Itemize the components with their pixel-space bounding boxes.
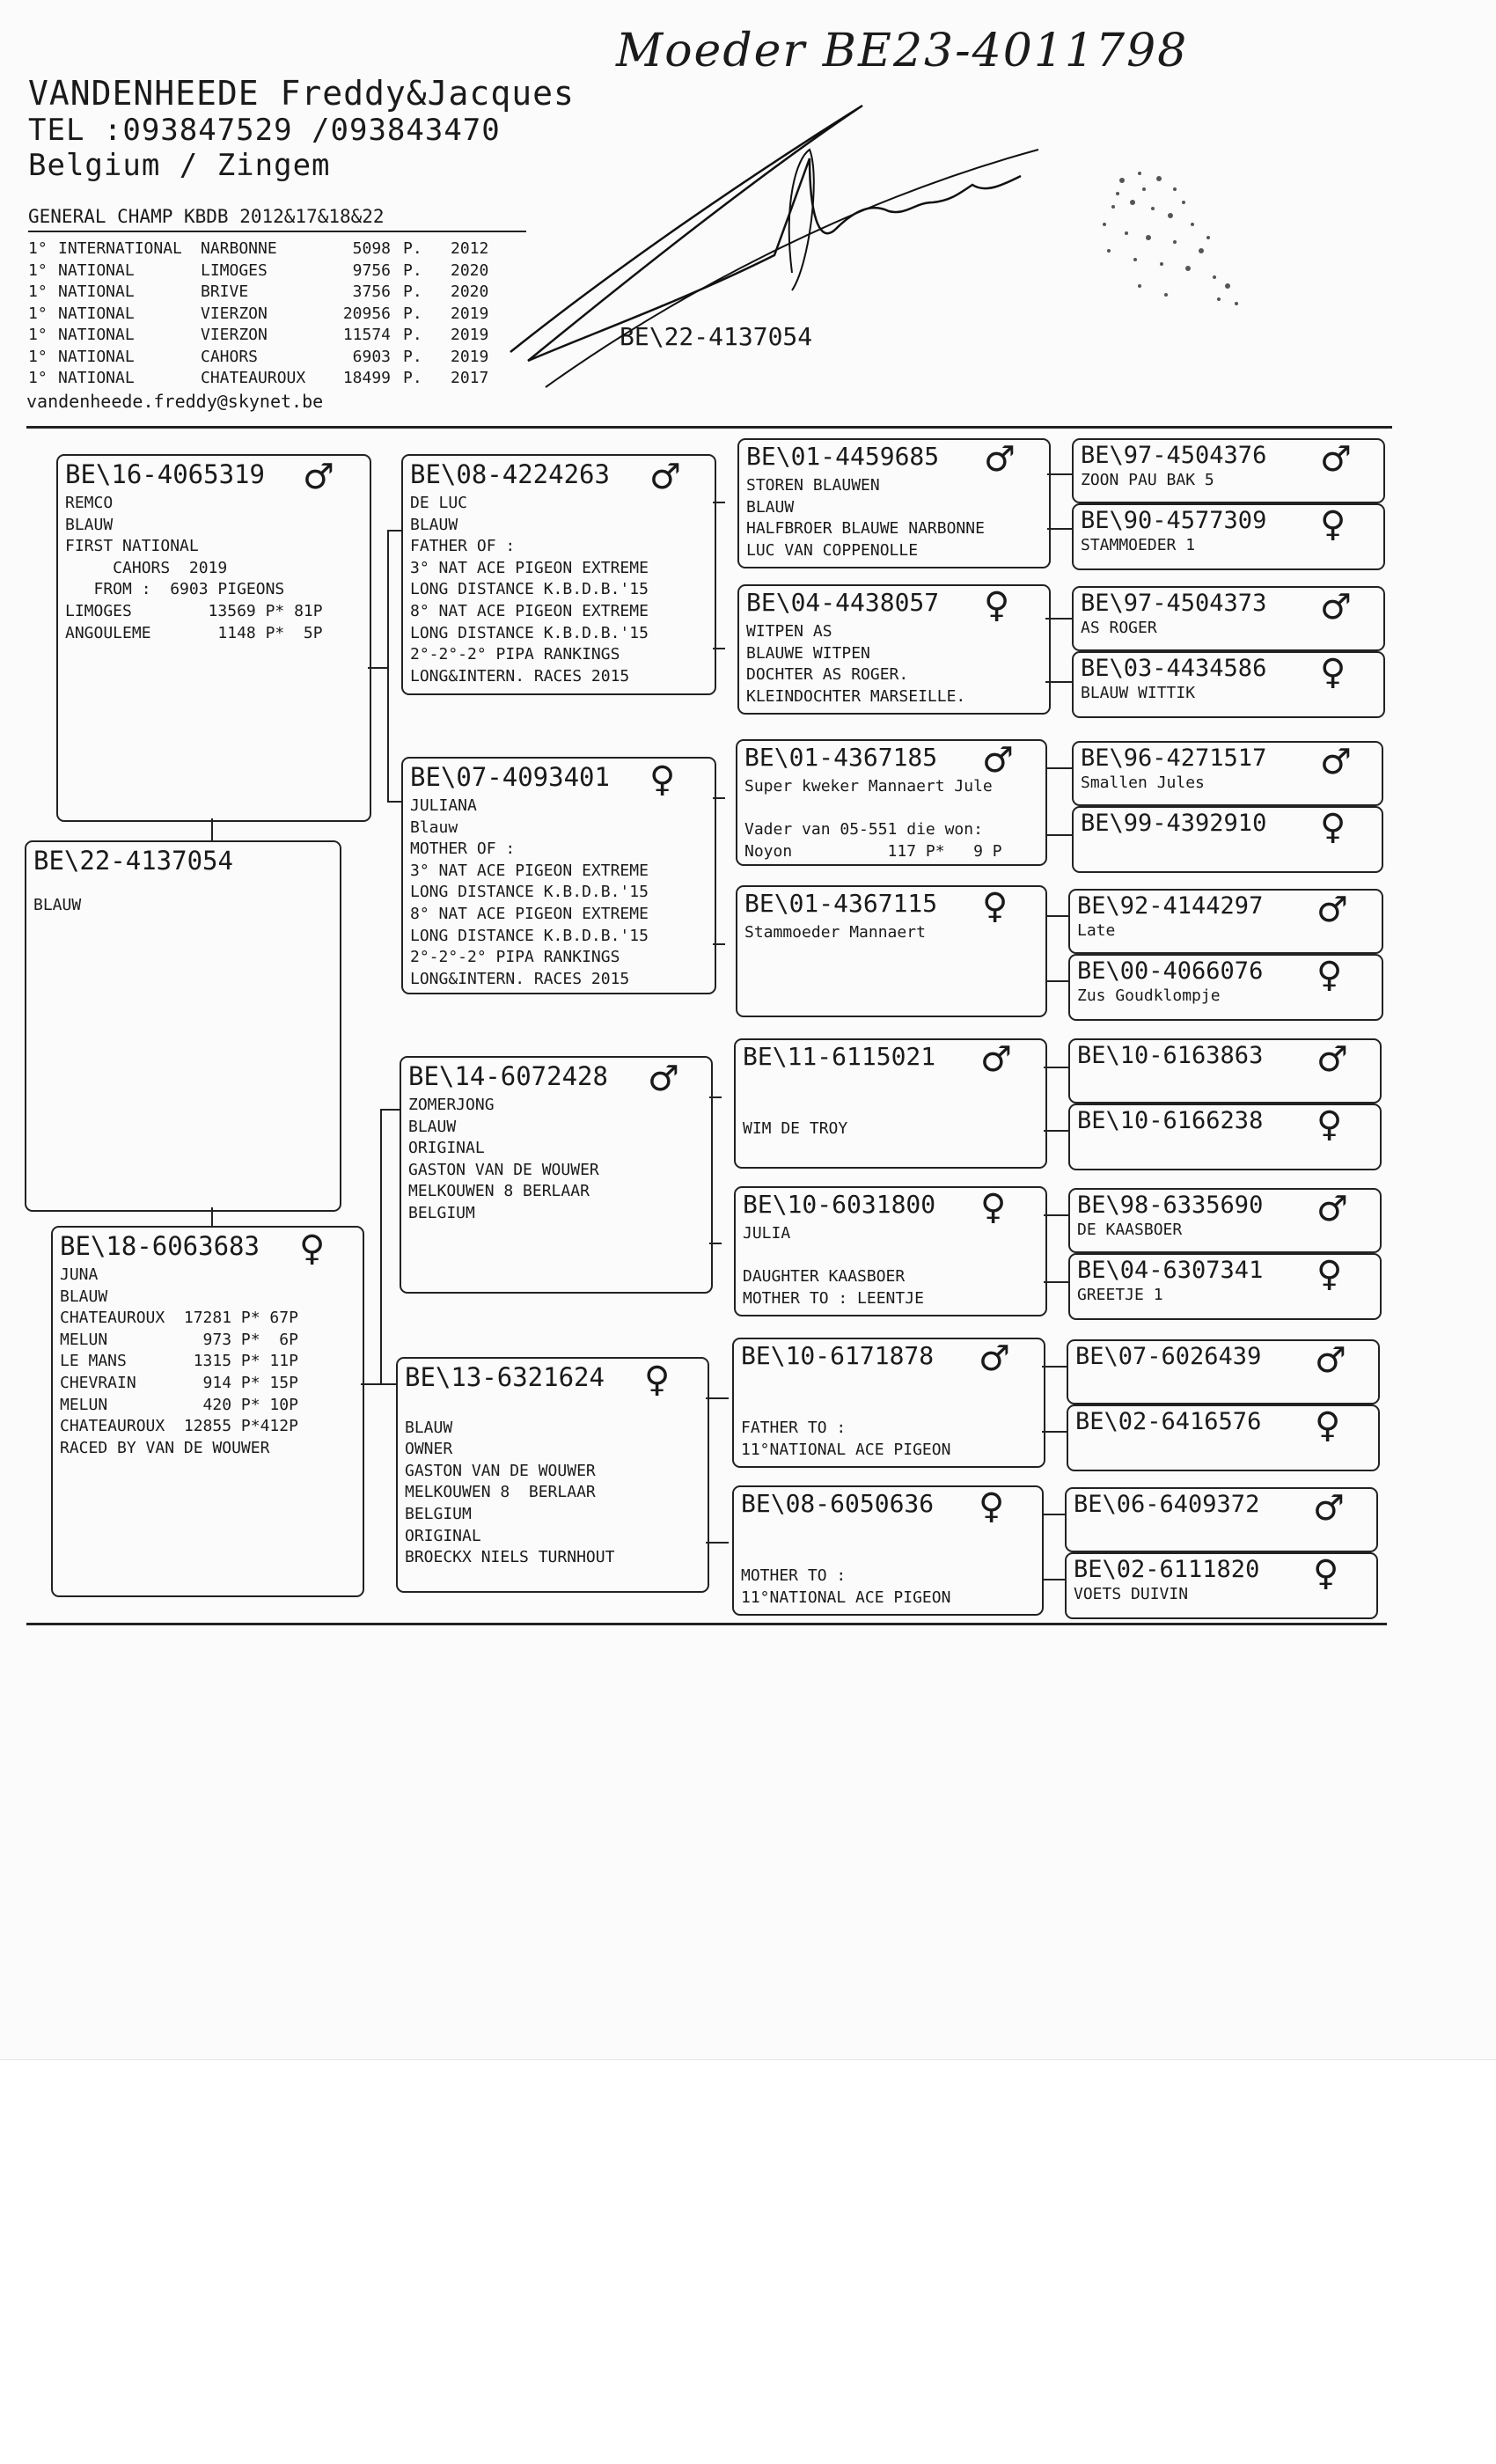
result-type: NATIONAL: [58, 369, 135, 387]
result-row: [28, 348, 556, 369]
ring-number: BE\99-4392910: [1081, 810, 1267, 837]
ring-number: BE\08-4224263: [410, 459, 610, 489]
male-icon: ♂: [1316, 1189, 1348, 1229]
subject-info: BLAUW: [33, 896, 82, 914]
ring-number: BE\07-4093401: [410, 762, 610, 792]
connector: [713, 648, 725, 649]
pedigree-g4-info: ZOON PAU BAK 5: [1081, 471, 1214, 489]
result-year: 2020: [451, 260, 489, 280]
female-icon: ♀: [982, 886, 1008, 927]
result-type: NATIONAL: [58, 347, 135, 366]
pedigree-g3-box: [734, 1038, 1047, 1169]
ring-number: BE\97-4504376: [1081, 442, 1267, 469]
ring-number: BE\04-4438057: [746, 588, 940, 617]
pedigree-g3-box: [737, 584, 1051, 715]
connector: [1045, 618, 1072, 620]
result-place: 1°: [28, 326, 48, 344]
pedigree-g4-box: [1065, 1552, 1378, 1619]
ring-number: BE\08-6050636: [741, 1489, 935, 1518]
result-race: VIERZON: [201, 326, 268, 344]
pedigree-g4-info: Late: [1077, 921, 1116, 940]
sire-info: REMCO BLAUW FIRST NATIONAL CAHORS 2019 FROM : 6903 PIGEONS LIMOGES 13569 P* 81P ANGOULEME 1148 P* 5P: [65, 494, 323, 642]
connector: [1042, 1366, 1067, 1368]
result-unit: P.: [403, 260, 422, 280]
connector: [211, 818, 213, 841]
connector: [387, 801, 401, 803]
ring-number: BE\18-6063683: [60, 1231, 260, 1261]
ring-number: BE\10-6031800: [743, 1190, 936, 1219]
male-icon: ♂: [303, 457, 334, 497]
footer-rule: [26, 1623, 1387, 1625]
breeder-phone: TEL :093847529 /093843470: [28, 113, 501, 148]
handwritten-note: Moeder BE23-4011798: [616, 25, 1189, 77]
connector: [368, 667, 387, 669]
pedigree-g4-info: Zus Goudklompje: [1077, 986, 1221, 1005]
female-icon: ♀: [980, 1187, 1007, 1228]
ring-number: BE\96-4271517: [1081, 744, 1267, 772]
pedigree-g3-info: JULIA DAUGHTER KAASBOER MOTHER TO : LEENTJE: [743, 1224, 924, 1308]
pedigree-g3-info: STOREN BLAUWEN BLAUW HALFBROER BLAUWE NARBONNE LUC VAN COPPENOLLE: [746, 476, 985, 560]
result-race: NARBONNE: [201, 239, 277, 258]
ring-number: BE\16-4065319: [65, 459, 265, 489]
pedigree-g3-info: Stammoeder Mannaert: [744, 923, 926, 942]
pedigree-g4-box: [1068, 1104, 1382, 1170]
pedigree-g4-info: BLAUW WITTIK: [1081, 684, 1196, 702]
stamp-icon: [1087, 154, 1263, 330]
female-icon: ♀: [299, 1228, 326, 1269]
pedigree-g3-info: WIM DE TROY: [743, 1119, 848, 1139]
pedigree-subject-box: [25, 840, 341, 1212]
result-race: BRIVE: [201, 282, 249, 301]
result-row: [28, 282, 556, 304]
result-birds: 3756: [352, 282, 391, 301]
pedigree-g4-box: [1072, 741, 1383, 806]
pedigree-g3-box: [732, 1338, 1045, 1468]
pedigree-g4-box: [1065, 1487, 1378, 1552]
result-birds: 5098: [352, 239, 391, 258]
pedigree-dd-box: [396, 1357, 709, 1593]
ring-number: BE\97-4504373: [1081, 590, 1267, 617]
male-icon: ♂: [1313, 1488, 1345, 1529]
connector: [713, 797, 725, 799]
result-unit: P.: [403, 304, 422, 323]
result-birds: 11574: [342, 326, 391, 344]
female-icon: ♀: [1316, 1254, 1343, 1294]
pedigree-g4-box: [1072, 806, 1383, 873]
female-icon: ♀: [1316, 955, 1343, 995]
connector: [387, 530, 401, 532]
female-icon: ♀: [1316, 1104, 1343, 1145]
ring-number: BE\06-6409372: [1074, 1491, 1260, 1518]
male-icon: ♂: [648, 1059, 679, 1099]
result-birds: 9756: [352, 260, 391, 280]
connector: [706, 1542, 729, 1544]
result-unit: P.: [403, 347, 422, 366]
pedigree-g4-box: [1072, 503, 1385, 570]
pedigree-g4-info: VOETS DUIVIN: [1074, 1585, 1189, 1603]
ring-number: BE\11-6115021: [743, 1042, 936, 1071]
connector: [1042, 1579, 1065, 1580]
connector: [1042, 1514, 1065, 1515]
ring-number: BE\13-6321624: [405, 1362, 605, 1392]
female-icon: ♀: [1313, 1553, 1339, 1594]
sd-info: JULIANA Blauw MOTHER OF : 3° NAT ACE PIGEON EXTREME LONG DISTANCE K.B.D.B.'15 8° NAT ACE PIGEON EXTREME LONG DISTANCE K.B.D.B.'15 2°-2°-2° PIPA RANKINGS LONG&INTERN. RACES 2015: [410, 796, 649, 988]
female-icon: ♀: [1320, 652, 1346, 693]
male-icon: ♂: [1320, 439, 1352, 480]
connector: [1045, 915, 1068, 917]
connector: [1042, 1431, 1067, 1433]
result-unit: P.: [403, 369, 422, 387]
breeder-location: Belgium / Zingem: [28, 148, 331, 183]
result-unit: P.: [403, 326, 422, 344]
male-icon: ♂: [1320, 742, 1352, 782]
ds-info: ZOMERJONG BLAUW ORIGINAL GASTON VAN DE WOUWER MELKOUWEN 8 BERLAAR BELGIUM: [408, 1096, 599, 1222]
male-icon: ♂: [1315, 1340, 1346, 1381]
connector: [380, 1109, 400, 1111]
pedigree-g3-info: MOTHER TO : 11°NATIONAL ACE PIGEON: [741, 1566, 951, 1607]
result-race: LIMOGES: [201, 260, 268, 280]
ring-number: BE\02-6111820: [1074, 1556, 1260, 1583]
pedigree-g4-info: STAMMOEDER 1: [1081, 536, 1196, 554]
header-rule: [26, 426, 1392, 429]
result-year: 2019: [451, 304, 489, 323]
female-icon: ♀: [1315, 1405, 1341, 1446]
connector: [1044, 1130, 1068, 1132]
result-race: VIERZON: [201, 304, 268, 323]
ring-number: BE\02-6416576: [1075, 1408, 1262, 1435]
connector: [1047, 473, 1072, 475]
male-icon: ♂: [1316, 890, 1348, 930]
result-race: CAHORS: [201, 347, 259, 366]
ring-number: BE\04-6307341: [1077, 1257, 1264, 1284]
pedigree-g3-info: WITPEN AS BLAUWE WITPEN DOCHTER AS ROGER. KLEINDOCHTER MARSEILLE.: [746, 622, 966, 706]
result-place: 1°: [28, 282, 48, 301]
result-year: 2019: [451, 347, 489, 366]
result-year: 2017: [451, 369, 489, 387]
pedigree-g4-info: AS ROGER: [1081, 619, 1157, 637]
connector: [713, 502, 725, 503]
result-race: CHATEAUROUX: [201, 369, 306, 387]
pedigree-g4-box: [1072, 586, 1385, 651]
result-row: [28, 304, 556, 326]
male-icon: ♂: [1316, 1039, 1348, 1080]
dd-info: BLAUW OWNER GASTON VAN DE WOUWER MELKOUWEN 8 BERLAAR BELGIUM ORIGINAL BROECKX NIELS TURNHOUT: [405, 1418, 615, 1567]
pedigree-dam-box: [51, 1226, 364, 1597]
pedigree-g4-info: Smallen Jules: [1081, 774, 1205, 792]
ring-number: BE\98-6335690: [1077, 1192, 1264, 1219]
connector: [1045, 980, 1068, 982]
result-type: NATIONAL: [58, 282, 135, 301]
connector: [1045, 681, 1072, 683]
male-icon: ♂: [984, 439, 1016, 480]
female-icon: ♀: [644, 1360, 671, 1400]
pedigree-g4-info: DE KAASBOER: [1077, 1221, 1183, 1239]
female-icon: ♀: [1320, 504, 1346, 545]
result-place: 1°: [28, 304, 48, 323]
ring-number: BE\01-4367185: [744, 743, 938, 772]
male-icon: ♂: [982, 740, 1014, 781]
ring-number: BE\92-4144297: [1077, 892, 1264, 920]
champ-title: GENERAL CHAMP KBDB 2012&17&18&22: [28, 206, 385, 227]
email: vandenheede.freddy@skynet.be: [26, 391, 324, 412]
ring-number-label: BE\22-4137054: [620, 322, 813, 351]
pedigree-ds-box: [400, 1056, 713, 1294]
pedigree-g3-box: [734, 1186, 1047, 1316]
result-type: NATIONAL: [58, 326, 135, 344]
result-unit: P.: [403, 239, 422, 258]
pedigree-g3-info: FATHER TO : 11°NATIONAL ACE PIGEON: [741, 1419, 951, 1459]
result-place: 1°: [28, 347, 48, 366]
result-year: 2020: [451, 282, 489, 301]
pedigree-g3-box: [736, 885, 1047, 1017]
ring-number: BE\03-4434586: [1081, 655, 1267, 682]
pedigree-g3-box: [737, 438, 1051, 568]
result-row: [28, 369, 556, 390]
pedigree-ss-box: [401, 454, 716, 695]
ring-number: BE\22-4137054: [33, 846, 233, 876]
result-type: INTERNATIONAL: [58, 239, 182, 258]
ring-number: BE\07-6026439: [1075, 1343, 1262, 1370]
result-row: [28, 239, 556, 260]
ring-number: BE\01-4367115: [744, 889, 938, 918]
connector: [706, 1397, 729, 1399]
ring-number: BE\01-4459685: [746, 442, 940, 471]
ring-number: BE\90-4577309: [1081, 507, 1267, 534]
connector: [709, 1243, 722, 1244]
connector: [387, 530, 389, 801]
signature-icon: [493, 70, 1056, 405]
result-row: [28, 261, 556, 282]
result-unit: P.: [403, 282, 422, 301]
connector: [1044, 1067, 1068, 1068]
result-type: NATIONAL: [58, 260, 135, 280]
pedigree-g3-box: [736, 739, 1047, 866]
ring-number: BE\00-4066076: [1077, 957, 1264, 985]
male-icon: ♂: [980, 1039, 1012, 1080]
result-place: 1°: [28, 369, 48, 387]
pedigree-g3-box: [732, 1485, 1044, 1616]
pedigree-g4-box: [1068, 889, 1383, 954]
female-icon: ♀: [984, 585, 1010, 626]
connector: [211, 1207, 213, 1227]
result-year: 2019: [451, 326, 489, 344]
breeder-name: VANDENHEEDE Freddy&Jacques: [28, 74, 575, 113]
connector: [380, 1383, 396, 1385]
pedigree-g4-box: [1068, 1188, 1382, 1253]
connector: [1047, 528, 1072, 530]
pedigree-g4-box: [1067, 1404, 1380, 1471]
pedigree-g4-box: [1072, 651, 1385, 718]
male-icon: ♂: [1320, 587, 1352, 627]
result-year: 2012: [451, 239, 489, 258]
connector: [713, 943, 725, 945]
result-place: 1°: [28, 239, 48, 258]
connector: [380, 1109, 382, 1383]
ss-info: DE LUC BLAUW FATHER OF : 3° NAT ACE PIGEON EXTREME LONG DISTANCE K.B.D.B.'15 8° NAT ACE PIGEON EXTREME LONG DISTANCE K.B.D.B.'15 2°-2°-2° PIPA RANKINGS LONG&INTERN. RACES 2015: [410, 494, 649, 686]
result-place: 1°: [28, 260, 48, 280]
male-icon: ♂: [979, 1338, 1010, 1379]
connector: [1044, 1281, 1068, 1283]
connector: [1045, 834, 1072, 836]
pedigree-g4-box: [1072, 438, 1385, 503]
champ-underline: [28, 231, 526, 232]
ring-number: BE\10-6171878: [741, 1341, 935, 1370]
connector: [361, 1383, 380, 1385]
pedigree-g3-info: Super kweker Mannaert Jule Vader van 05-551 die won: Noyon 117 P* 9 P: [744, 777, 1002, 861]
female-icon: ♀: [649, 759, 676, 800]
pedigree-sire-box: [56, 454, 371, 822]
ring-number: BE\10-6163863: [1077, 1042, 1264, 1069]
connector: [1045, 767, 1072, 769]
female-icon: ♀: [1320, 807, 1346, 847]
result-birds: 20956: [342, 304, 391, 323]
pedigree-g4-box: [1068, 1253, 1382, 1320]
pedigree-g4-box: [1068, 1038, 1382, 1104]
ring-number: BE\10-6166238: [1077, 1107, 1264, 1134]
result-row: [28, 326, 556, 347]
result-type: NATIONAL: [58, 304, 135, 323]
ring-number: BE\14-6072428: [408, 1061, 608, 1091]
result-birds: 6903: [352, 347, 391, 366]
female-icon: ♀: [979, 1486, 1005, 1527]
pedigree-sd-box: [401, 757, 716, 994]
connector: [1044, 1214, 1068, 1216]
male-icon: ♂: [649, 457, 681, 497]
pedigree-g4-box: [1068, 954, 1383, 1021]
result-birds: 18499: [342, 369, 391, 387]
connector: [709, 1096, 722, 1098]
pedigree-g4-info: GREETJE 1: [1077, 1286, 1163, 1304]
pedigree-g4-box: [1067, 1339, 1380, 1404]
dam-info: JUNA BLAUW CHATEAUROUX 17281 P* 67P MELUN 973 P* 6P LE MANS 1315 P* 11P CHEVRAIN 914 P* 15P MELUN 420 P* 10P CHATEAUROUX 12855 P*412P RACED BY VAN DE WOUWER: [60, 1265, 298, 1457]
